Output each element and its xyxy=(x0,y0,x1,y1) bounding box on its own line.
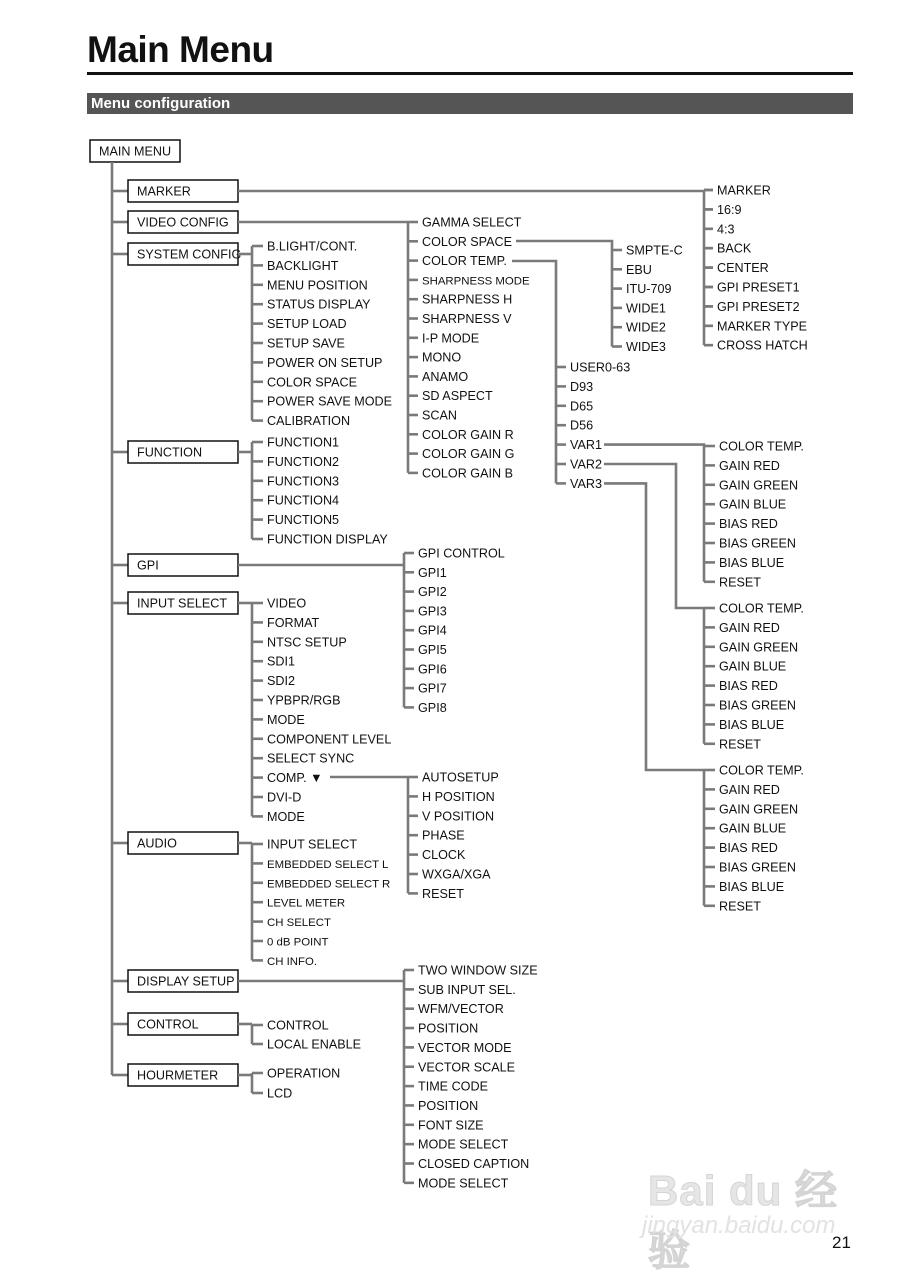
comp-item-v-position: V POSITION xyxy=(422,809,495,824)
audio-item-embedded-select-r: EMBEDDED SELECT R xyxy=(267,878,391,891)
video-config-item-gamma-select: GAMMA SELECT xyxy=(422,215,522,230)
color-temp-item-d56: D56 xyxy=(570,418,594,433)
display-setup-item-vector-mode: VECTOR MODE xyxy=(418,1040,512,1055)
display-setup-item-wfm-vector: WFM/VECTOR xyxy=(418,1002,504,1017)
display-setup-item-two-window-size: TWO WINDOW SIZE xyxy=(418,963,538,978)
color-temp-item-var2: VAR2 xyxy=(570,457,602,472)
gpi-item-gpi6: GPI6 xyxy=(418,662,447,677)
gpi-item-gpi5: GPI5 xyxy=(418,643,447,657)
menu-box-control xyxy=(128,1013,238,1035)
function-item-function4: FUNCTION4 xyxy=(267,493,340,508)
video-config-item-color-gain-g: COLOR GAIN G xyxy=(422,447,515,462)
color-temp-connector-line xyxy=(512,261,556,483)
var2-item-bias-blue: BIAS BLUE xyxy=(719,717,785,732)
audio-item-ch-select: CH SELECT xyxy=(267,917,331,930)
system-config-item-setup-load: SETUP LOAD xyxy=(267,317,347,332)
system-config-item-status-display: STATUS DISPLAY xyxy=(267,297,371,312)
display-setup-item-mode-select: MODE SELECT xyxy=(418,1176,509,1191)
system-config-item-menu-position: MENU POSITION xyxy=(267,278,368,293)
menu-box-hourmeter xyxy=(128,1064,238,1086)
input-select-item-select-sync: SELECT SYNC xyxy=(267,751,355,766)
color-temp-item-var1: VAR1 xyxy=(570,438,602,453)
var3-item-gain-green: GAIN GREEN xyxy=(719,802,799,817)
video-config-item-color-space: COLOR SPACE xyxy=(422,234,513,249)
menu-box-function-label: FUNCTION xyxy=(137,445,203,460)
display-setup-item-position: POSITION xyxy=(418,1098,479,1113)
input-select-item-comp: COMP. ▼ xyxy=(267,771,323,786)
color-space-item-ebu: EBU xyxy=(626,262,652,277)
system-config-item-b-light-cont: B.LIGHT/CONT. xyxy=(267,239,358,254)
var2-item-reset: RESET xyxy=(719,737,761,752)
var3-item-color-temp: COLOR TEMP. xyxy=(719,763,804,778)
system-config-item-power-save-mode: POWER SAVE MODE xyxy=(267,394,393,409)
video-config-item-color-gain-b: COLOR GAIN B xyxy=(422,466,513,481)
display-setup-item-time-code: TIME CODE xyxy=(418,1079,488,1094)
menu-box-display-setup-label: DISPLAY SETUP xyxy=(137,974,235,989)
color-temp-item-d65: D65 xyxy=(570,399,594,414)
var1-item-gain-green: GAIN GREEN xyxy=(719,478,799,493)
var3-item-reset: RESET xyxy=(719,899,761,914)
var2-item-gain-green: GAIN GREEN xyxy=(719,640,799,655)
var1-item-bias-green: BIAS GREEN xyxy=(719,536,796,551)
var3-item-gain-blue: GAIN BLUE xyxy=(719,821,787,836)
var1-item-color-temp: COLOR TEMP. xyxy=(719,439,804,454)
color-space-item-itu-709: ITU-709 xyxy=(626,282,672,297)
menu-box-marker-label: MARKER xyxy=(137,184,191,199)
page-number: 21 xyxy=(832,1233,851,1252)
var1-item-reset: RESET xyxy=(719,575,761,590)
var3-item-bias-red: BIAS RED xyxy=(719,841,778,856)
function-item-function3: FUNCTION3 xyxy=(267,474,340,489)
main-menu-box-label: MAIN MENU xyxy=(99,144,172,159)
menu-box-system-config-label: SYSTEM CONFIG xyxy=(137,247,242,262)
system-config-item-color-space: COLOR SPACE xyxy=(267,375,358,390)
marker-item-gpi-preset1: GPI PRESET1 xyxy=(717,280,800,295)
function-item-function2: FUNCTION2 xyxy=(267,454,340,469)
watermark-url: jingyan.baidu.com xyxy=(642,1212,836,1239)
menu-box-marker xyxy=(128,180,238,202)
color-temp-item-user0-63: USER0-63 xyxy=(570,360,631,375)
menu-box-display-setup xyxy=(128,970,238,992)
menu-box-video-config-label: VIDEO CONFIG xyxy=(137,215,229,230)
watermark-logo: Bai du 经验 xyxy=(648,1167,839,1274)
marker-item-marker: MARKER xyxy=(717,183,771,198)
video-config-item-sharpness-mode: SHARPNESS MODE xyxy=(422,275,530,288)
menu-box-gpi xyxy=(128,554,238,576)
function-item-function5: FUNCTION5 xyxy=(267,513,340,528)
gpi-item-gpi3: GPI3 xyxy=(418,604,447,619)
video-config-item-sharpness-h: SHARPNESS H xyxy=(422,292,513,307)
audio-item-embedded-select-l: EMBEDDED SELECT L xyxy=(267,858,389,871)
var2-connector-line xyxy=(604,464,704,608)
comp-item-wxga-xga: WXGA/XGA xyxy=(422,867,491,882)
video-config-item-color-gain-r: COLOR GAIN R xyxy=(422,427,514,442)
input-select-item-dvi-d: DVI-D xyxy=(267,790,302,805)
display-setup-item-mode-select: MODE SELECT xyxy=(418,1137,509,1152)
var3-item-bias-blue: BIAS BLUE xyxy=(719,879,785,894)
audio-item-0-db-point: 0 dB POINT xyxy=(267,936,329,949)
video-config-item-i-p-mode: I-P MODE xyxy=(422,331,480,346)
system-config-item-power-on-setup: POWER ON SETUP xyxy=(267,355,383,370)
control-item-control: CONTROL xyxy=(267,1018,329,1033)
comp-item-autosetup: AUTOSETUP xyxy=(422,770,499,785)
var2-item-gain-red: GAIN RED xyxy=(719,620,780,635)
input-select-item-component-level: COMPONENT LEVEL xyxy=(267,732,392,747)
gpi-item-gpi4: GPI4 xyxy=(418,623,447,638)
color-temp-item-d93: D93 xyxy=(570,379,594,394)
gpi-item-gpi2: GPI2 xyxy=(418,585,447,600)
comp-item-clock: CLOCK xyxy=(422,848,466,863)
comp-item-reset: RESET xyxy=(422,886,464,901)
input-select-item-mode: MODE xyxy=(267,712,305,727)
menu-box-input-select-label: INPUT SELECT xyxy=(137,596,228,611)
display-setup-item-position: POSITION xyxy=(418,1021,479,1036)
var3-item-gain-red: GAIN RED xyxy=(719,782,780,797)
input-select-item-format: FORMAT xyxy=(267,615,320,630)
menu-box-gpi-label: GPI xyxy=(137,558,159,573)
system-config-item-setup-save: SETUP SAVE xyxy=(267,336,345,351)
menu-box-function xyxy=(128,441,238,463)
control-item-local-enable: LOCAL ENABLE xyxy=(267,1037,362,1052)
comp-item-phase: PHASE xyxy=(422,828,465,843)
comp-item-h-position: H POSITION xyxy=(422,789,495,804)
input-select-item-sdi2: SDI2 xyxy=(267,674,295,689)
function-item-function1: FUNCTION1 xyxy=(267,435,340,450)
marker-item-marker-type: MARKER TYPE xyxy=(717,319,808,334)
hourmeter-item-lcd: LCD xyxy=(267,1086,293,1101)
gpi-item-gpi8: GPI8 xyxy=(418,700,447,715)
var1-item-gain-red: GAIN RED xyxy=(719,458,780,473)
video-config-item-scan: SCAN xyxy=(422,408,457,423)
video-config-item-anamo: ANAMO xyxy=(422,369,469,384)
page-title: Main Menu xyxy=(87,29,274,70)
var1-item-gain-blue: GAIN BLUE xyxy=(719,497,787,512)
display-setup-item-font-size: FONT SIZE xyxy=(418,1118,484,1133)
var2-item-color-temp: COLOR TEMP. xyxy=(719,601,804,616)
menu-box-control-label: CONTROL xyxy=(137,1017,199,1032)
system-config-item-backlight: BACKLIGHT xyxy=(267,258,339,273)
var2-item-gain-blue: GAIN BLUE xyxy=(719,659,787,674)
input-select-item-ntsc-setup: NTSC SETUP xyxy=(267,635,347,650)
audio-item-input-select: INPUT SELECT xyxy=(267,837,358,852)
gpi-item-gpi-control: GPI CONTROL xyxy=(418,546,505,561)
watermark xyxy=(640,1150,860,1274)
audio-item-level-meter: LEVEL METER xyxy=(267,897,346,910)
function-item-function-display: FUNCTION DISPLAY xyxy=(267,532,388,547)
hourmeter-item-operation: OPERATION xyxy=(267,1066,341,1081)
menu-box-audio xyxy=(128,832,238,854)
color-space-item-wide2: WIDE2 xyxy=(626,320,666,335)
color-space-item-smpte-c: SMPTE-C xyxy=(626,243,683,258)
main-menu-box xyxy=(90,140,180,162)
var2-item-bias-red: BIAS RED xyxy=(719,679,778,694)
input-select-item-sdi1: SDI1 xyxy=(267,654,295,669)
var1-item-bias-red: BIAS RED xyxy=(719,517,778,532)
var2-item-bias-green: BIAS GREEN xyxy=(719,698,796,713)
video-config-item-color-temp: COLOR TEMP. xyxy=(422,254,507,269)
color-space-connector-line xyxy=(516,241,612,347)
video-config-item-sd-aspect: SD ASPECT xyxy=(422,389,493,404)
var3-connector-line xyxy=(604,483,704,770)
display-setup-item-vector-scale: VECTOR SCALE xyxy=(418,1060,516,1075)
marker-item-back: BACK xyxy=(717,241,752,256)
var1-connector-line xyxy=(604,445,704,446)
var1-item-bias-blue: BIAS BLUE xyxy=(719,555,785,570)
menu-box-hourmeter-label: HOURMETER xyxy=(137,1068,219,1083)
display-setup-item-sub-input-sel: SUB INPUT SEL. xyxy=(418,982,516,997)
gpi-item-gpi1: GPI1 xyxy=(418,565,447,580)
audio-item-ch-info: CH INFO. xyxy=(267,955,317,968)
menu-box-input-select xyxy=(128,592,238,614)
color-space-item-wide1: WIDE1 xyxy=(626,301,666,316)
input-select-item-mode: MODE xyxy=(267,809,305,824)
section-heading: Menu configuration xyxy=(87,93,853,114)
video-config-item-sharpness-v: SHARPNESS V xyxy=(422,312,512,326)
marker-item-4-3: 4:3 xyxy=(717,222,735,237)
marker-item-center: CENTER xyxy=(717,261,769,276)
video-config-item-mono: MONO xyxy=(422,350,462,365)
marker-item-16-9: 16:9 xyxy=(717,202,742,217)
display-setup-item-closed-caption: CLOSED CAPTION xyxy=(418,1157,530,1171)
color-space-item-wide3: WIDE3 xyxy=(626,340,666,354)
menu-box-video-config xyxy=(128,211,238,233)
menu-box-system-config xyxy=(128,243,241,265)
input-select-item-video: VIDEO xyxy=(267,596,307,611)
var3-item-bias-green: BIAS GREEN xyxy=(719,860,796,875)
color-temp-item-var3: VAR3 xyxy=(570,476,602,491)
input-select-item-ypbpr-rgb: YPBPR/RGB xyxy=(267,693,341,708)
system-config-item-calibration: CALIBRATION xyxy=(267,414,351,429)
marker-item-gpi-preset2: GPI PRESET2 xyxy=(717,299,800,314)
marker-item-cross-hatch: CROSS HATCH xyxy=(717,338,808,353)
menu-box-audio-label: AUDIO xyxy=(137,836,177,851)
gpi-item-gpi7: GPI7 xyxy=(418,681,447,696)
